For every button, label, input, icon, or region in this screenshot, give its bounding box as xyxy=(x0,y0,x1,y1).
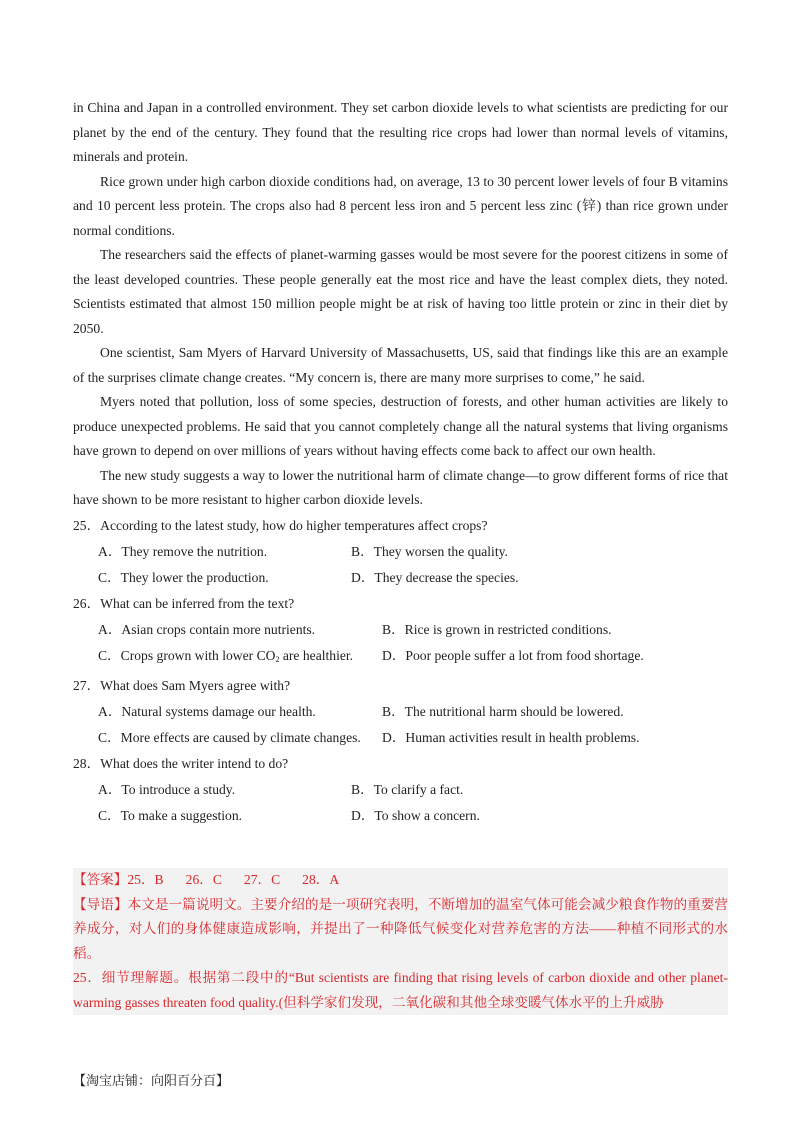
guide-text: 【导语】本文是一篇说明文。主要介绍的是一项研究表明，不断增加的温室气体可能会减少粮食作物的重要营养成分，对人们的身体健康造成影响，并提出了一种降低气候变化对营养危害的方法——种植不同形式的水稻。 xyxy=(73,896,728,961)
option-b: B．They worsen the quality. xyxy=(351,543,508,559)
answer-key: 26．C xyxy=(185,872,222,887)
passage-paragraph-6: The new study suggests a way to lower the nutritional harm of climate change—to grow different forms of rice that have shown to be more resistant to higher carbon dioxide levels. xyxy=(73,467,728,507)
option-d: D．To show a concern. xyxy=(351,807,480,823)
passage-paragraph-5: Myers noted that pollution, loss of some species, destruction of forests, and other human activities are likely to produce unexpected problems. He said that you cannot completely change all the natural systems that living organisms have grown to depend on over millions of years without having effects come back to affect our own health. xyxy=(73,394,728,458)
question-stem: 28．What does the writer intend to do? xyxy=(73,755,289,771)
passage-paragraph-4: One scientist, Sam Myers of Harvard University of Massachusetts, US, said that findings like this are an example of the surprises climate change creates. “My concern is, there are many more surprises to come,” he said. xyxy=(73,345,728,385)
option-d: D．Human activities result in health problems. xyxy=(382,729,640,745)
question-26 xyxy=(73,591,728,673)
question-stem: 26．What can be inferred from the text? xyxy=(73,595,295,611)
question-27 xyxy=(73,673,728,751)
passage-section xyxy=(73,96,728,829)
option-c: C．More effects are caused by climate changes. xyxy=(98,729,361,745)
option-b: B．To clarify a fact. xyxy=(351,781,464,797)
question-stem: 27．What does Sam Myers agree with? xyxy=(73,677,291,693)
option-c xyxy=(98,643,382,673)
answer-section xyxy=(73,868,728,1015)
answer-keys xyxy=(73,868,728,893)
answer-label: 【答案】 xyxy=(73,872,128,887)
passage-paragraph-2: Rice grown under high carbon dioxide conditions had, on average, 13 to 30 percent lower levels of four B vitamins and 10 percent less protein. The crops also had 8 percent less iron and 5 percent less zinc (锌) than rice grown under normal conditions. xyxy=(73,173,728,238)
shop-footer: 【淘宝店铺：向阳百分百】 xyxy=(73,1074,230,1089)
answer-key: 25．B xyxy=(127,872,164,887)
option-a: A．Asian crops contain more nutrients. xyxy=(98,621,316,637)
explanation-25: 25．细节理解题。根据第二段中的“But scientists are finding that rising levels of carbon dioxide and other planet-warming gasses threaten food quality.(但科学家们发现，二氧化碳和其他全球变暖气体水平的上升威胁 xyxy=(73,970,728,1010)
question-28 xyxy=(73,751,728,829)
answer-key: 28．A xyxy=(302,872,340,887)
passage-paragraph-1: in China and Japan in a controlled environment. They set carbon dioxide levels to what scientists are predicting for our planet by the end of the century. They found that the resulting rice crops had lower than normal levels of vitamins, minerals and protein. xyxy=(73,100,728,164)
answer-key: 27．C xyxy=(243,872,281,887)
option-a: A．They remove the nutrition. xyxy=(98,543,268,559)
option-c-text: C．Crops grown with lower CO xyxy=(98,647,276,663)
option-c: C．They lower the production. xyxy=(98,569,269,585)
subscript-2: 2 xyxy=(275,654,280,664)
option-a: A．Natural systems damage our health. xyxy=(98,703,316,719)
option-b: B．Rice is grown in restricted conditions. xyxy=(382,621,612,637)
option-c: C．To make a suggestion. xyxy=(98,807,243,823)
passage-paragraph-3: The researchers said the effects of planet-warming gasses would be most severe for the poorest citizens in some of the least developed countries. These people generally eat the most rice and have the least complex diets, they noted. Scientists estimated that almost 150 million people might be at risk of having too little protein or zinc in their diet by 2050. xyxy=(73,247,728,336)
question-stem: 25．According to the latest study, how do higher temperatures affect crops? xyxy=(73,517,488,533)
option-a: A．To introduce a study. xyxy=(98,781,236,797)
option-d: D．They decrease the species. xyxy=(351,569,519,585)
question-25 xyxy=(73,513,728,591)
option-c-text-end: are healthier. xyxy=(279,647,354,663)
option-b: B．The nutritional harm should be lowered. xyxy=(382,703,624,719)
option-d: D．Poor people suffer a lot from food shortage. xyxy=(382,647,644,663)
